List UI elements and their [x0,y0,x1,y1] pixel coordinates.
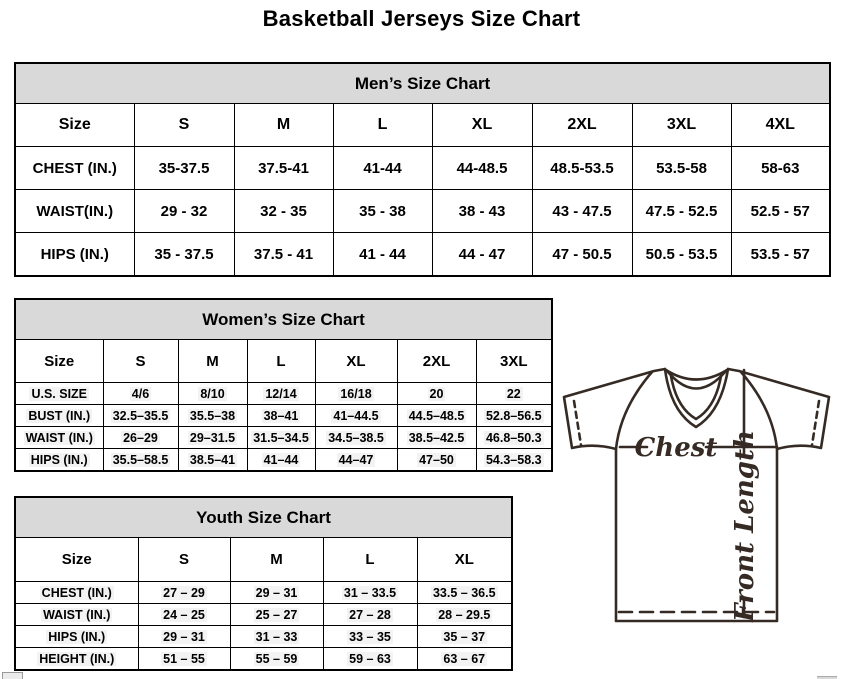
youth-value-cell: 25 – 27 [255,607,298,622]
youth-value-cell: 31 – 33.5 [343,585,397,600]
womens-row-label: HIPS (IN.) [30,452,88,467]
mens-header-cell: XL [432,104,532,147]
womens-row-label: WAIST (IN.) [25,430,93,445]
womens-value-cell: 44.5–48.5 [408,408,465,423]
womens-value-cell: 41–44 [263,452,299,467]
youth-value-cell: 33 – 35 [349,629,391,644]
womens-header-cell: M [178,340,247,383]
womens-header-cell: XL [315,340,397,383]
womens-value-cell: 47–50 [419,452,454,467]
mens-table-title: Men’s Size Chart [15,63,830,104]
jersey-outline [564,369,829,621]
womens-size-table [14,298,551,472]
youth-value-cell: 51 – 55 [163,651,205,666]
womens-value-cell: 20 [429,386,444,401]
womens-header-cell: S [103,340,178,383]
chest-label: Chest [634,433,718,463]
mens-row [15,233,830,277]
womens-header-cell: 3XL [476,340,552,383]
womens-header-cell: L [247,340,315,383]
womens-value-cell: 12/14 [265,386,297,401]
mens-value-cell: 58-63 [761,159,800,177]
womens-row [15,405,552,427]
youth-value-cell: 31 – 33 [255,629,298,644]
mens-row [15,190,830,233]
mens-header-cell: 3XL [632,104,731,147]
mens-value-cell: 48.5-53.5 [550,159,614,177]
page-title: Basketball Jerseys Size Chart [262,6,581,31]
youth-header-cell: M [230,538,323,582]
mens-value-cell: 41 - 44 [359,245,406,263]
womens-value-cell: 4/6 [131,386,150,401]
womens-value-cell: 46.8–50.3 [485,430,542,445]
youth-value-cell: 29 – 31 [163,629,205,644]
youth-row [15,582,512,604]
mens-header-cell: 4XL [731,104,830,147]
youth-row-label: HEIGHT (IN.) [39,651,115,666]
womens-row-label: U.S. SIZE [31,386,88,401]
youth-table [14,496,513,671]
womens-row [15,427,552,449]
youth-table-title: Youth Size Chart [15,497,512,538]
mens-header-cell: S [134,104,234,147]
youth-value-cell: 29 – 31 [255,585,298,600]
mens-row-label: WAIST(IN.) [36,202,114,220]
womens-row [15,449,552,472]
womens-value-cell: 35.5–38 [189,408,236,423]
youth-size-table [14,496,511,671]
mens-value-cell: 47.5 - 52.5 [645,202,718,220]
womens-value-cell: 35.5–58.5 [112,452,169,467]
womens-value-cell: 29–31.5 [189,430,236,445]
mens-value-cell: 44 - 47 [458,245,506,263]
mens-row-label: CHEST (IN.) [32,159,117,177]
left-cuff-dashed-line [574,401,581,445]
womens-value-cell: 8/10 [200,386,225,401]
mens-value-cell: 29 - 32 [160,202,208,220]
womens-value-cell: 41–44.5 [333,408,379,423]
youth-row-label: CHEST (IN.) [41,585,112,600]
womens-row-label: BUST (IN.) [28,408,91,423]
mens-value-cell: 38 - 43 [458,202,506,220]
mens-value-cell: 52.5 - 57 [750,202,810,220]
youth-header-cell: XL [417,538,512,582]
right-cuff-dashed-line [812,401,819,445]
mens-value-cell: 53.5-58 [656,159,707,177]
horizontal-scrollbar-left-button[interactable] [2,672,23,679]
womens-value-cell: 26–29 [123,430,158,445]
mens-value-cell: 32 - 35 [260,202,307,220]
youth-row [15,604,512,626]
mens-row [15,147,830,190]
mens-row-label: HIPS (IN.) [40,245,109,263]
youth-value-cell: 28 – 29.5 [438,607,491,622]
mens-value-cell: 35-37.5 [158,159,210,177]
womens-value-cell: 38–41 [263,408,299,423]
womens-value-cell: 52.8–56.5 [485,408,542,423]
mens-header-cell: M [234,104,333,147]
youth-value-cell: 35 – 37 [443,629,486,644]
womens-value-cell: 44–47 [338,452,374,467]
womens-value-cell: 38.5–42.5 [408,430,465,445]
mens-value-cell: 41-44 [363,159,402,177]
womens-row [15,383,552,405]
mens-header-cell: Size [15,104,134,147]
mens-value-cell: 37.5 - 41 [253,245,314,263]
mens-header-cell: 2XL [532,104,632,147]
youth-header-cell: L [323,538,417,582]
youth-value-cell: 59 – 63 [349,651,391,666]
youth-value-cell: 27 – 28 [349,607,391,622]
youth-row [15,626,512,648]
mens-value-cell: 50.5 - 53.5 [645,245,718,263]
womens-value-cell: 22 [506,386,521,401]
womens-value-cell: 54.3–58.3 [485,452,542,467]
mens-header-cell: L [333,104,432,147]
mens-table [14,62,831,277]
jersey-measurement-diagram [550,355,843,645]
youth-row-label: WAIST (IN.) [43,607,111,622]
womens-value-cell: 38.5–41 [189,452,236,467]
mens-value-cell: 53.5 - 57 [750,245,810,263]
womens-header-cell: 2XL [397,340,476,383]
womens-value-cell: 31.5–34.5 [253,430,309,445]
womens-value-cell: 32.5–35.5 [112,408,169,423]
youth-value-cell: 24 – 25 [163,607,205,622]
womens-header-cell: Size [15,340,103,383]
youth-value-cell: 63 – 67 [443,651,486,666]
womens-value-cell: 16/18 [340,386,372,401]
mens-value-cell: 47 - 50.5 [552,245,612,263]
youth-header-cell: Size [15,538,138,582]
youth-value-cell: 27 – 29 [163,585,205,600]
youth-value-cell: 55 – 59 [255,651,298,666]
womens-value-cell: 34.5–38.5 [328,430,384,445]
mens-value-cell: 35 - 37.5 [154,245,214,263]
mens-value-cell: 43 - 47.5 [552,202,612,220]
mens-size-table [14,62,829,277]
youth-row-label: HIPS (IN.) [48,629,106,644]
youth-row [15,648,512,671]
mens-value-cell: 44-48.5 [456,159,508,177]
womens-table-title: Women’s Size Chart [15,299,552,340]
womens-table [14,298,553,472]
mens-value-cell: 37.5-41 [258,159,309,177]
youth-value-cell: 33.5 – 36.5 [432,585,496,600]
front-length-label: Front Length [730,430,760,622]
youth-header-cell: S [138,538,230,582]
mens-value-cell: 35 - 38 [359,202,406,220]
